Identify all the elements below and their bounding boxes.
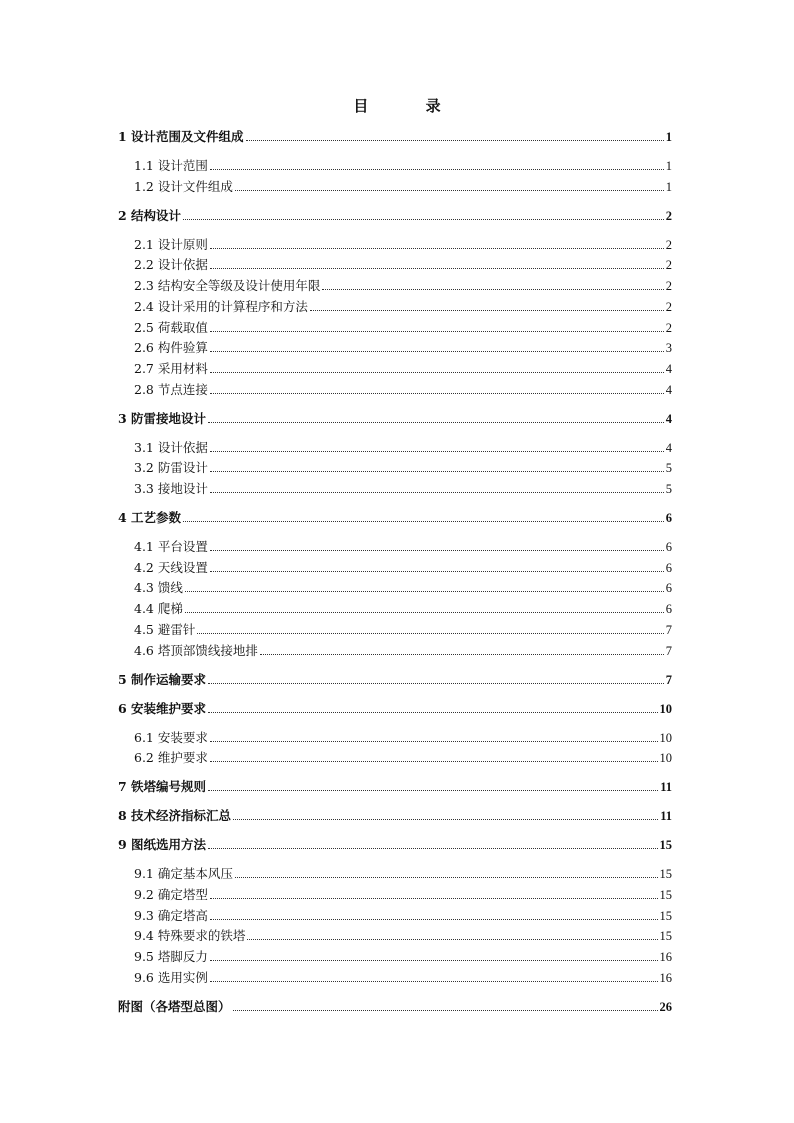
toc-page-number: 10	[659, 701, 672, 716]
dot-leader	[210, 248, 664, 249]
toc-section-entry[interactable]	[118, 777, 672, 795]
toc-entry-label: 4 工艺参数	[118, 510, 182, 525]
toc-page-number: 15	[659, 887, 672, 902]
toc-page-number: 2	[665, 208, 672, 223]
toc-page-number: 10	[659, 730, 672, 745]
toc-page-number: 7	[665, 622, 672, 637]
toc-entry-label: 1 设计范围及文件组成	[118, 129, 244, 144]
toc-page-number: 15	[659, 929, 672, 944]
toc-subsection-entry[interactable]	[118, 748, 672, 766]
toc-section-entry[interactable]	[118, 997, 672, 1015]
toc-page-number: 6	[665, 560, 672, 575]
toc-page-number: 15	[659, 908, 672, 923]
toc-subsection-entry[interactable]	[118, 338, 672, 356]
toc-subsection-entry[interactable]	[118, 599, 672, 617]
toc-subsection-entry[interactable]	[118, 438, 672, 456]
dot-leader	[210, 372, 664, 373]
toc-subsection-entry[interactable]	[118, 728, 672, 746]
toc-page-number: 6	[665, 540, 672, 554]
toc-entry-label: 4.5 避雷针	[134, 621, 196, 637]
dot-leader	[208, 848, 657, 849]
toc-entry-label: 4.1 平台设置	[134, 539, 208, 554]
toc-subsection-entry[interactable]	[118, 479, 672, 497]
dot-leader	[197, 633, 663, 634]
dot-leader	[210, 492, 664, 493]
dot-leader	[235, 190, 664, 191]
toc-entry-label: 2.5 荷载取值	[134, 319, 208, 335]
toc-subsection-entry[interactable]	[118, 558, 672, 576]
toc-subsection-entry[interactable]	[118, 864, 672, 882]
toc-subsection-entry[interactable]	[118, 297, 672, 315]
toc-page-number: 16	[659, 970, 672, 985]
toc-page-number: 11	[660, 780, 672, 795]
toc-section-entry[interactable]	[118, 699, 672, 717]
toc-subsection-entry[interactable]	[118, 359, 672, 377]
toc-page-number: 10	[659, 751, 672, 766]
toc-page-number: 4	[665, 361, 672, 376]
toc-page-number: 16	[659, 950, 672, 964]
toc-page-number: 2	[665, 299, 672, 314]
toc-section-entry[interactable]	[118, 508, 672, 526]
toc-entry-label: 3 防雷接地设计	[118, 410, 207, 426]
dot-leader	[183, 219, 664, 220]
toc-page-number: 6	[665, 581, 672, 596]
dot-leader	[185, 591, 664, 592]
toc-entry-label: 3.3 接地设计	[134, 481, 208, 496]
toc-section-entry[interactable]	[118, 127, 672, 145]
dot-leader	[210, 393, 664, 394]
toc-section-entry[interactable]	[118, 806, 672, 824]
toc-section-entry[interactable]	[118, 670, 672, 688]
toc-subsection-entry[interactable]	[118, 885, 672, 903]
toc-subsection-entry[interactable]	[118, 947, 672, 965]
toc-page-number: 15	[659, 867, 672, 882]
toc-entry-label: 附图（各塔型总图）	[118, 998, 231, 1014]
dot-leader	[210, 960, 658, 961]
toc-title: 目 录	[353, 97, 467, 115]
dot-leader	[185, 612, 664, 613]
toc-entry-label: 4.3 馈线	[134, 580, 183, 596]
toc-entry-label: 3.1 设计依据	[134, 439, 208, 455]
toc-entry-label: 2.1 设计原则	[134, 236, 208, 252]
toc-entry-label: 8 技术经济指标汇总	[118, 808, 232, 824]
toc-subsection-entry[interactable]	[118, 926, 672, 944]
toc-entry-label: 2.8 节点连接	[134, 381, 208, 397]
toc-page-number: 5	[665, 461, 672, 476]
toc-entry-label: 9 图纸选用方法	[118, 837, 207, 853]
dot-leader	[322, 289, 663, 290]
toc-page-number: 5	[665, 482, 672, 496]
dot-leader	[210, 471, 664, 472]
toc-entry-label: 9.2 确定塔型	[134, 886, 208, 902]
toc-subsection-entry[interactable]	[118, 968, 672, 986]
toc-section-entry[interactable]	[118, 409, 672, 427]
dot-leader	[210, 898, 658, 899]
dot-leader	[208, 712, 657, 713]
toc-entry-label: 2.4 设计采用的计算程序和方法	[134, 298, 308, 314]
toc-entry-label: 1.1 设计范围	[134, 158, 208, 173]
dot-leader	[246, 140, 664, 141]
toc-entry-label: 6 安装维护要求	[118, 700, 207, 716]
toc-entry-label: 5 制作运输要求	[118, 671, 207, 687]
toc-page-number: 4	[665, 382, 672, 397]
toc-entry-label: 2.7 采用材料	[134, 360, 208, 376]
toc-entry-label: 4.6 塔顶部馈线接地排	[134, 642, 258, 658]
dot-leader	[310, 310, 664, 311]
toc-subsection-entry[interactable]	[118, 276, 672, 294]
toc-entry-label: 9.1 确定基本风压	[134, 866, 233, 882]
toc-page-number: 7	[665, 672, 672, 687]
toc-page-number: 7	[665, 643, 672, 658]
dot-leader	[183, 521, 664, 522]
toc-page-number: 4	[665, 411, 672, 426]
toc-entry-label: 9.3 确定塔高	[134, 907, 208, 923]
dot-leader	[210, 981, 658, 982]
dot-leader	[210, 169, 664, 170]
dot-leader	[210, 451, 664, 452]
toc-entry-label: 1.2 设计文件组成	[134, 178, 233, 194]
toc-page-number: 2	[665, 237, 672, 252]
toc-page-number: 6	[665, 602, 672, 617]
toc-entry-label: 6.1 安装要求	[134, 729, 208, 745]
toc-section-entry[interactable]	[118, 206, 672, 224]
dot-leader	[210, 268, 664, 269]
dot-leader	[210, 331, 664, 332]
toc-section-entry[interactable]	[118, 835, 672, 853]
dot-leader	[260, 654, 664, 655]
toc-page-number: 15	[659, 838, 672, 853]
toc-subsection-entry[interactable]	[118, 156, 672, 174]
toc-entry-label: 9.5 塔脚反力	[134, 949, 208, 964]
dot-leader	[233, 1010, 658, 1011]
toc-page-number: 6	[665, 511, 672, 525]
toc-entry-label: 6.2 维护要求	[134, 750, 208, 766]
toc-page-number: 1	[665, 130, 672, 144]
toc-subsection-entry[interactable]	[118, 537, 672, 555]
toc-entry-label: 9.4 特殊要求的铁塔	[134, 928, 246, 944]
toc-page-number: 2	[665, 279, 672, 294]
toc-page-number: 1	[665, 179, 672, 194]
dot-leader	[210, 919, 658, 920]
toc-subsection-entry[interactable]	[118, 318, 672, 336]
dot-leader	[210, 741, 658, 742]
toc-subsection-entry[interactable]	[118, 578, 672, 596]
toc-subsection-entry[interactable]	[118, 641, 672, 659]
dot-leader	[208, 790, 658, 791]
toc-entry-label: 2.6 构件验算	[134, 340, 208, 356]
dot-leader	[210, 351, 664, 352]
toc-page-number: 2	[665, 320, 672, 335]
toc-entry-label: 4.4 爬梯	[134, 601, 183, 617]
toc-page-number: 11	[660, 809, 672, 824]
toc-entry-label: 9.6 选用实例	[134, 969, 208, 985]
toc-page-number: 3	[665, 341, 672, 356]
toc-subsection-entry[interactable]	[118, 458, 672, 476]
toc-page-number: 4	[665, 440, 672, 455]
toc-subsection-entry[interactable]	[118, 235, 672, 253]
toc-subsection-entry[interactable]	[118, 380, 672, 398]
dot-leader	[247, 939, 657, 940]
toc-entry-label: 4.2 天线设置	[134, 559, 208, 575]
toc-entry-label: 3.2 防雷设计	[134, 460, 208, 476]
toc-subsection-entry[interactable]	[118, 906, 672, 924]
toc-page-number: 1	[665, 159, 672, 173]
toc-subsection-entry[interactable]	[118, 177, 672, 195]
toc-entry-label: 2.2 设计依据	[134, 257, 208, 273]
dot-leader	[210, 550, 664, 551]
dot-leader	[210, 761, 658, 762]
dot-leader	[208, 422, 664, 423]
toc-entry-label: 2 结构设计	[118, 207, 182, 223]
dot-leader	[208, 683, 664, 684]
toc-subsection-entry[interactable]	[118, 255, 672, 273]
dot-leader	[210, 571, 664, 572]
dot-leader	[235, 877, 658, 878]
toc-entry-label: 2.3 结构安全等级及设计使用年限	[134, 278, 321, 294]
toc-page-number: 26	[659, 999, 672, 1014]
toc-subsection-entry[interactable]	[118, 620, 672, 638]
toc-page-number: 2	[665, 258, 672, 273]
dot-leader	[233, 819, 658, 820]
toc-entry-label: 7 铁塔编号规则	[118, 779, 207, 795]
